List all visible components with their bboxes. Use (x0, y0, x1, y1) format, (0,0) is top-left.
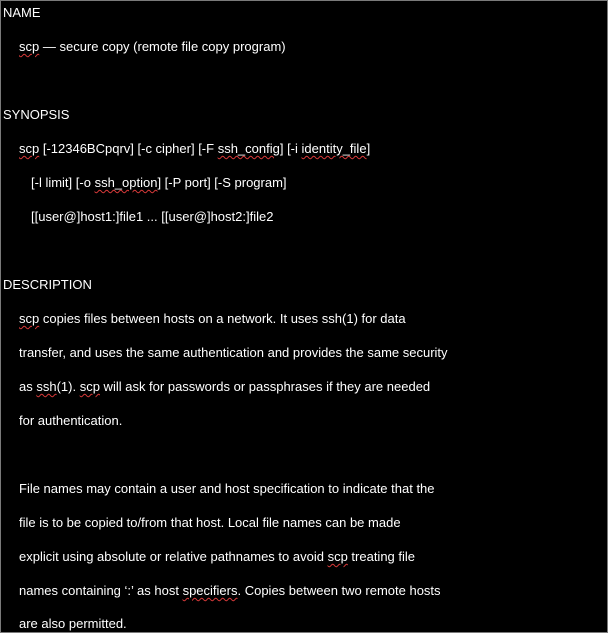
synopsis-heading: SYNOPSIS (3, 107, 70, 122)
synopsis-options-a: [-12346BCpqrv] [-c cipher] [-F (39, 141, 218, 156)
synopsis-line-1 (19, 140, 370, 157)
name-heading: NAME (3, 5, 41, 20)
synopsis-options-d: [-l limit] [-o (31, 175, 95, 190)
ssh-option-term: ssh_option (94, 175, 158, 190)
specifiers-term: specifiers (182, 583, 238, 598)
description-p1-line-4: for authentication. (19, 413, 123, 428)
description-text: as (19, 379, 37, 394)
ssh-config-term: ssh_config (217, 141, 280, 156)
synopsis-options-c: ] (366, 141, 371, 156)
description-p2-line-1: File names may contain a user and host specification to indicate that the (19, 481, 435, 496)
description-text: will ask for passwords or passphrases if they are needed (99, 379, 431, 394)
description-p1-line-1 (19, 310, 406, 327)
synopsis-options-e: ] [-P port] [-S program] (157, 175, 287, 190)
scp-term: scp (79, 379, 100, 394)
description-text: explicit using absolute or relative pathnames to avoid (19, 549, 328, 564)
description-heading: DESCRIPTION (3, 277, 92, 292)
description-p2-line-3 (19, 548, 415, 565)
synopsis-line-3: [[user@]host1:]file1 ... [[user@]host2:]file2 (31, 209, 274, 224)
scp-term: scp (19, 141, 40, 156)
description-p1-line-3 (19, 378, 430, 395)
synopsis-line-2 (31, 174, 287, 191)
description-text: names containing ‘:’ as host (19, 583, 183, 598)
description-text: copies files between hosts on a network. It uses ssh(1) for data (39, 311, 406, 326)
scp-term: scp (19, 311, 40, 326)
ssh-term: ssh (36, 379, 57, 394)
synopsis-options-b: ] [-i (279, 141, 302, 156)
scp-term: scp (19, 39, 40, 54)
summary-text: — secure copy (remote file copy program) (39, 39, 286, 54)
description-p1-line-2: transfer, and uses the same authentication and provides the same security (19, 345, 448, 360)
description-text: . Copies between two remote hosts (237, 583, 441, 598)
scp-term: scp (327, 549, 348, 564)
description-p2-line-5: are also permitted. (19, 616, 127, 631)
description-text: treating file (347, 549, 416, 564)
description-p2-line-2: file is to be copied to/from that host. Local file names can be made (19, 515, 401, 530)
identity-file-term: identity_file (301, 141, 367, 156)
name-summary (19, 38, 286, 55)
description-p2-line-4 (19, 582, 441, 599)
description-text: (1). (56, 379, 80, 394)
